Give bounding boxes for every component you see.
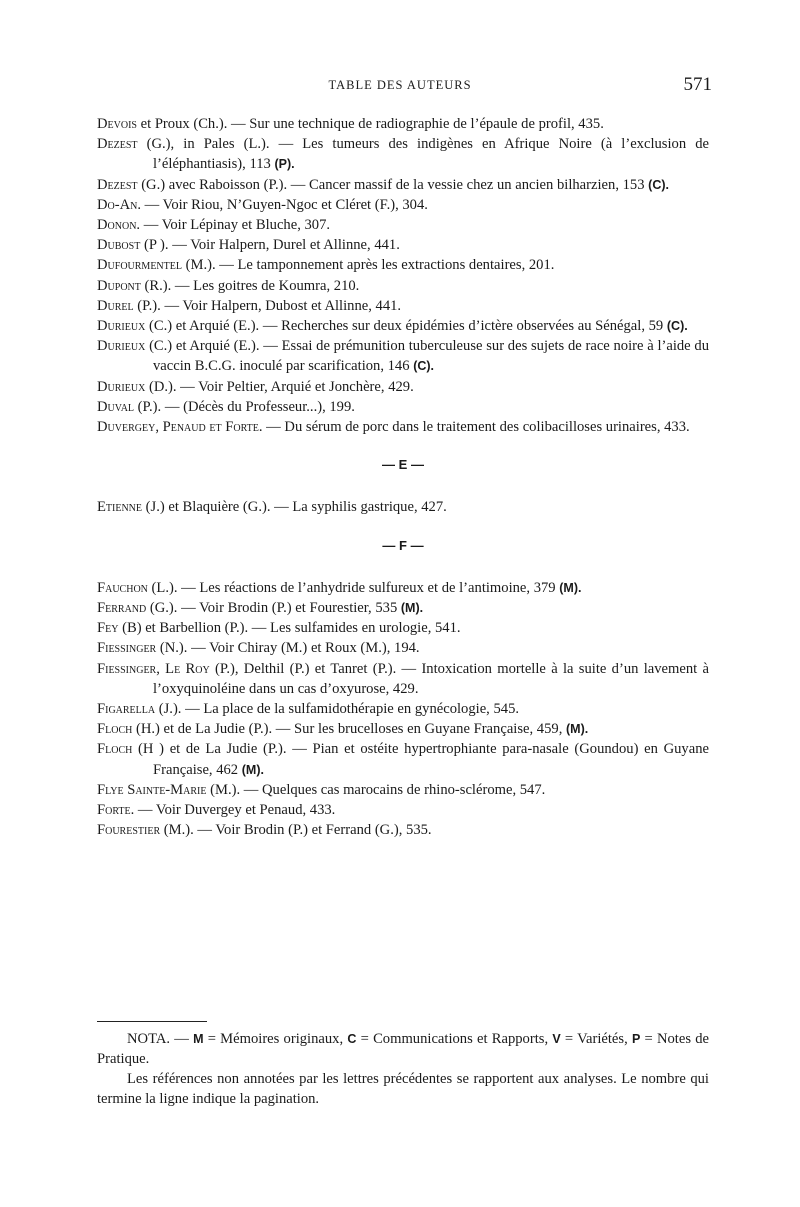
entry-text: (H ) et de La Judie (P.). — Pian et ostéite hypertrophiante para-nasale (Goundou) en Guyane Française, 462 (132, 741, 709, 778)
index-entry (97, 316, 709, 336)
author-index (97, 114, 709, 841)
entry-text: (C.) et Arquié (E.). — Essai de prémunition tuberculeuse sur des sujets de race noire à l’aide du vaccin B.C.G. inoculé par scarification, 146 (145, 338, 709, 375)
entry-text: (P.). — (Décès du Professeur...), 199. (134, 398, 355, 415)
key-c: C (347, 1032, 357, 1046)
entry-text: (G.) avec Raboisson (P.). — Cancer massif de la vessie chez un ancien bilharzien, 153 (137, 176, 649, 193)
entries-f (97, 578, 709, 841)
entries-e (97, 497, 709, 517)
entry-author: Fiessinger (97, 640, 157, 657)
index-entry (97, 659, 709, 699)
key-m-def: = Mémoires originaux, (203, 1031, 348, 1047)
entry-author: Durieux (97, 378, 146, 395)
entry-tag: (P). (274, 157, 295, 172)
entry-author: Fourestier (97, 822, 161, 839)
footnote (97, 1029, 709, 1109)
entry-author: Duvergey, Penaud et Forte. (97, 419, 263, 436)
entry-text: (N.). — Voir Chiray (M.) et Roux (M.), 194. (156, 640, 420, 657)
entry-author: Donon. (97, 217, 141, 234)
entry-text: (C.) et Arquié (E.). — Recherches sur deux épidémies d’ictère observées au Sénégal, 59 (145, 318, 667, 335)
entry-text: (M.). — Le tamponnement après les extractions dentaires, 201. (181, 257, 555, 274)
entry-text: (P ). — Voir Halpern, Durel et Allinne, 441. (140, 237, 400, 254)
entry-author: Dufourmentel (97, 257, 182, 274)
entry-tag: (C). (666, 319, 688, 334)
nota-label: NOTA. — (127, 1031, 194, 1047)
index-entry (97, 638, 709, 658)
index-entry (97, 175, 709, 195)
entry-text: (J.) et Blaquière (G.). — La syphilis gastrique, 427. (142, 499, 447, 516)
key-c-def: = Communications et Rapports, (356, 1031, 553, 1047)
entry-text: et Proux (Ch.). — Sur une technique de radiographie de l’épaule de profil, 435. (136, 116, 604, 132)
entry-author: Durieux (97, 338, 146, 355)
entry-text: (P.). — Voir Halpern, Dubost et Allinne, 441. (133, 297, 402, 314)
key-v: V (552, 1032, 561, 1046)
abbreviation-key (97, 1029, 709, 1069)
entry-author: Ferrand (97, 600, 147, 617)
entry-text: — Du sérum de porc dans le traitement des colibacilloses urinaires, 433. (262, 419, 690, 436)
entry-text: — Voir Lépinay et Bluche, 307. (140, 217, 331, 234)
index-entry (97, 598, 709, 618)
entry-author: Dezest (97, 136, 138, 153)
key-v-def: = Variétés, (560, 1031, 632, 1047)
entry-text: (H.) et de La Judie (P.). — Sur les brucelloses en Guyane Française, 459, (132, 721, 566, 738)
entry-author: Fey (97, 620, 119, 637)
entry-author: Dupont (97, 277, 141, 294)
entry-author: Devois (97, 116, 137, 132)
index-entry (97, 618, 709, 638)
entry-text: (R.). — Les goitres de Koumra, 210. (140, 277, 360, 294)
index-entry (97, 114, 709, 134)
index-entry (97, 255, 709, 275)
entry-text: (D.). — Voir Peltier, Arquié et Jonchère, 429. (145, 378, 414, 395)
entry-tag: (M). (566, 722, 589, 737)
index-entry (97, 497, 709, 517)
section-heading-f: — F — (382, 537, 424, 553)
entry-author: Floch (97, 721, 133, 738)
entry-author: Flye Sainte-Marie (97, 781, 207, 798)
page-title: TABLE DES AUTEURS (328, 78, 472, 92)
entry-tag: (C). (648, 177, 669, 192)
index-entry (97, 336, 709, 376)
entry-author: Dubost (97, 237, 141, 254)
index-entry (97, 215, 709, 235)
index-entry (97, 134, 709, 174)
entry-tag: (M). (559, 580, 582, 595)
index-entry (97, 699, 709, 719)
footnote-explanation: Les références non annotées par les lettres précédentes se rapportent aux analyses. Le nombre qui termine la ligne indique la pagination. (97, 1071, 709, 1107)
index-entry (97, 276, 709, 296)
running-header (0, 74, 800, 98)
index-entry (97, 578, 709, 598)
index-entry (97, 417, 709, 437)
entry-author: Fiessinger, Le Roy (97, 660, 210, 677)
entry-author: Etienne (97, 499, 143, 516)
entry-text: — Voir Duvergey et Penaud, 433. (134, 802, 336, 819)
entry-text: (G.), in Pales (L.). — Les tumeurs des indigènes en Afrique Noire (à l’exclusion de l’éléphantiasis), 113 (137, 136, 709, 173)
entry-text: (G.). — Voir Brodin (P.) et Fourestier, 535 (146, 600, 401, 617)
entry-tag: (M). (400, 601, 424, 616)
entry-tag: (M). (241, 762, 264, 777)
entry-text: (L.). — Les réactions de l’anhydride sulfureux et de l’antimoine, 379 (147, 579, 560, 596)
index-entry (97, 195, 709, 215)
entry-author: Fauchon (97, 579, 148, 596)
entry-text: (M.). — Quelques cas marocains de rhino-sclérome, 547. (206, 781, 546, 798)
entry-author: Duval (97, 398, 135, 415)
index-entry (97, 739, 709, 779)
section-heading-e: — E — (382, 457, 424, 473)
index-entry (97, 719, 709, 739)
entry-tag: (C). (413, 359, 435, 374)
key-p: P (631, 1032, 641, 1046)
index-entry (97, 820, 709, 840)
key-m: M (193, 1032, 204, 1046)
entry-text: (B) et Barbellion (P.). — Les sulfamides en urologie, 541. (118, 620, 461, 637)
footnote-rule (97, 1021, 207, 1022)
index-entry (97, 780, 709, 800)
index-entry (97, 397, 709, 417)
entry-author: Forte. (97, 802, 135, 819)
entry-text: (P.), Delthil (P.) et Tanret (P.). — Intoxication mortelle à la suite d’un lavement à l’oxyquinoléine dans un cas d’oxyurose, 429. (153, 660, 709, 697)
entries-d (97, 114, 709, 437)
index-entry (97, 377, 709, 397)
entry-author: Do-An. (97, 196, 142, 213)
index-entry (97, 800, 709, 820)
page-number: 571 (683, 74, 712, 95)
entry-author: Dezest (97, 176, 138, 193)
entry-author: Durieux (97, 318, 146, 335)
index-entry (97, 235, 709, 255)
entry-text: — Voir Riou, N’Guyen-Ngoc et Cléret (F.), 304. (141, 196, 428, 213)
entry-author: Durel (97, 297, 134, 314)
key-p-def: = Notes de Pratique. (97, 1031, 710, 1067)
entry-text: (M.). — Voir Brodin (P.) et Ferrand (G.), 535. (160, 822, 432, 839)
entry-author: Figarella (97, 701, 156, 718)
entry-text: (J.). — La place de la sulfamidothérapie en gynécologie, 545. (155, 701, 520, 718)
index-entry (97, 296, 709, 316)
entry-author: Floch (97, 741, 133, 758)
